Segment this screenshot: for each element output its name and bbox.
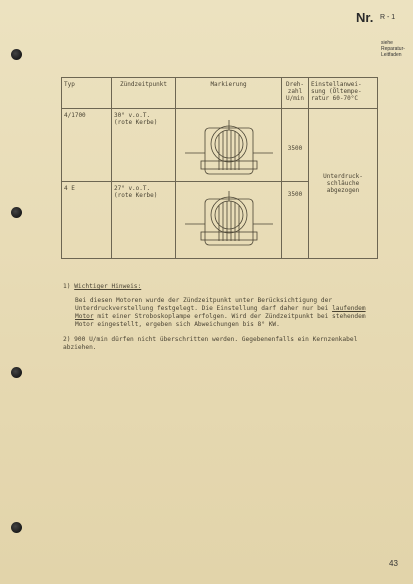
note-1-title: Wichtiger Hinweis: [74, 283, 142, 290]
punch-hole [11, 367, 22, 378]
timing-mark-note: (rote Kerbe) [114, 192, 158, 199]
note-2: 2) 900 U/min dürfen nicht überschritten werden. Gegebenenfalls ein Kernzenkabel abziehen. [63, 336, 358, 351]
punch-hole [11, 49, 22, 60]
timing-value: 30° v.o.T. [114, 112, 151, 119]
row-drehzahl: 3500 [282, 109, 309, 182]
row-typ: 4 E [62, 182, 112, 259]
row-typ: 4/1700 [62, 109, 112, 182]
row-zuendzeitpunkt [112, 109, 176, 182]
page-number: 43 [389, 559, 398, 568]
timing-value: 27° v.o.T. [114, 185, 151, 192]
row-drehzahl: 3500 [282, 182, 309, 259]
reference-note: siehe Reparatur-Leitfaden [381, 40, 405, 58]
note-1-text: mit einer Stroboskoplampe erfolgen. Wird der Zündzeitpunkt bei stehendem Motor eingestellt, ergeben sich Abweichungen bis 8° KW. [75, 313, 366, 328]
note-1-body [63, 297, 383, 329]
pulley-marking-diagram [185, 191, 273, 249]
header-einstellanweisung: Einstellanwei- sung (Öltempe- ratur 60-70°C [309, 78, 378, 109]
row-zuendzeitpunkt [112, 182, 176, 259]
ignition-timing-table [61, 77, 378, 259]
row-markierung [176, 109, 282, 182]
timing-mark-note: (rote Kerbe) [114, 119, 158, 126]
header-code: R - 1 [380, 14, 396, 21]
table-row [62, 109, 378, 182]
header-drehzahl: Dreh- zahl U/min [282, 78, 309, 109]
note-1-emphasis: laufendem Motor [75, 305, 366, 320]
punch-hole [11, 522, 22, 533]
punch-hole [11, 207, 22, 218]
header-markierung: Markierung [176, 78, 282, 109]
pulley-marking-diagram [185, 120, 273, 178]
row-markierung [176, 182, 282, 259]
note-1-heading [63, 283, 383, 291]
notes-section [63, 283, 383, 352]
header-zuendzeitpunkt: Zündzeitpunkt [112, 78, 176, 109]
row-einstellanweisung: Unterdruck- schläuche abgezogen [309, 109, 378, 259]
table-header-row [62, 78, 378, 109]
note-1-text: Bei diesen Motoren wurde der Zündzeitpunkt unter Berücksichtigung der Unterdruckverstellung festgelegt. Die Einstellung darf daher nur bei [75, 297, 333, 312]
note-number: 1) [63, 283, 71, 290]
header-typ: Typ [62, 78, 112, 109]
header-nr-label: Nr. [356, 10, 374, 25]
